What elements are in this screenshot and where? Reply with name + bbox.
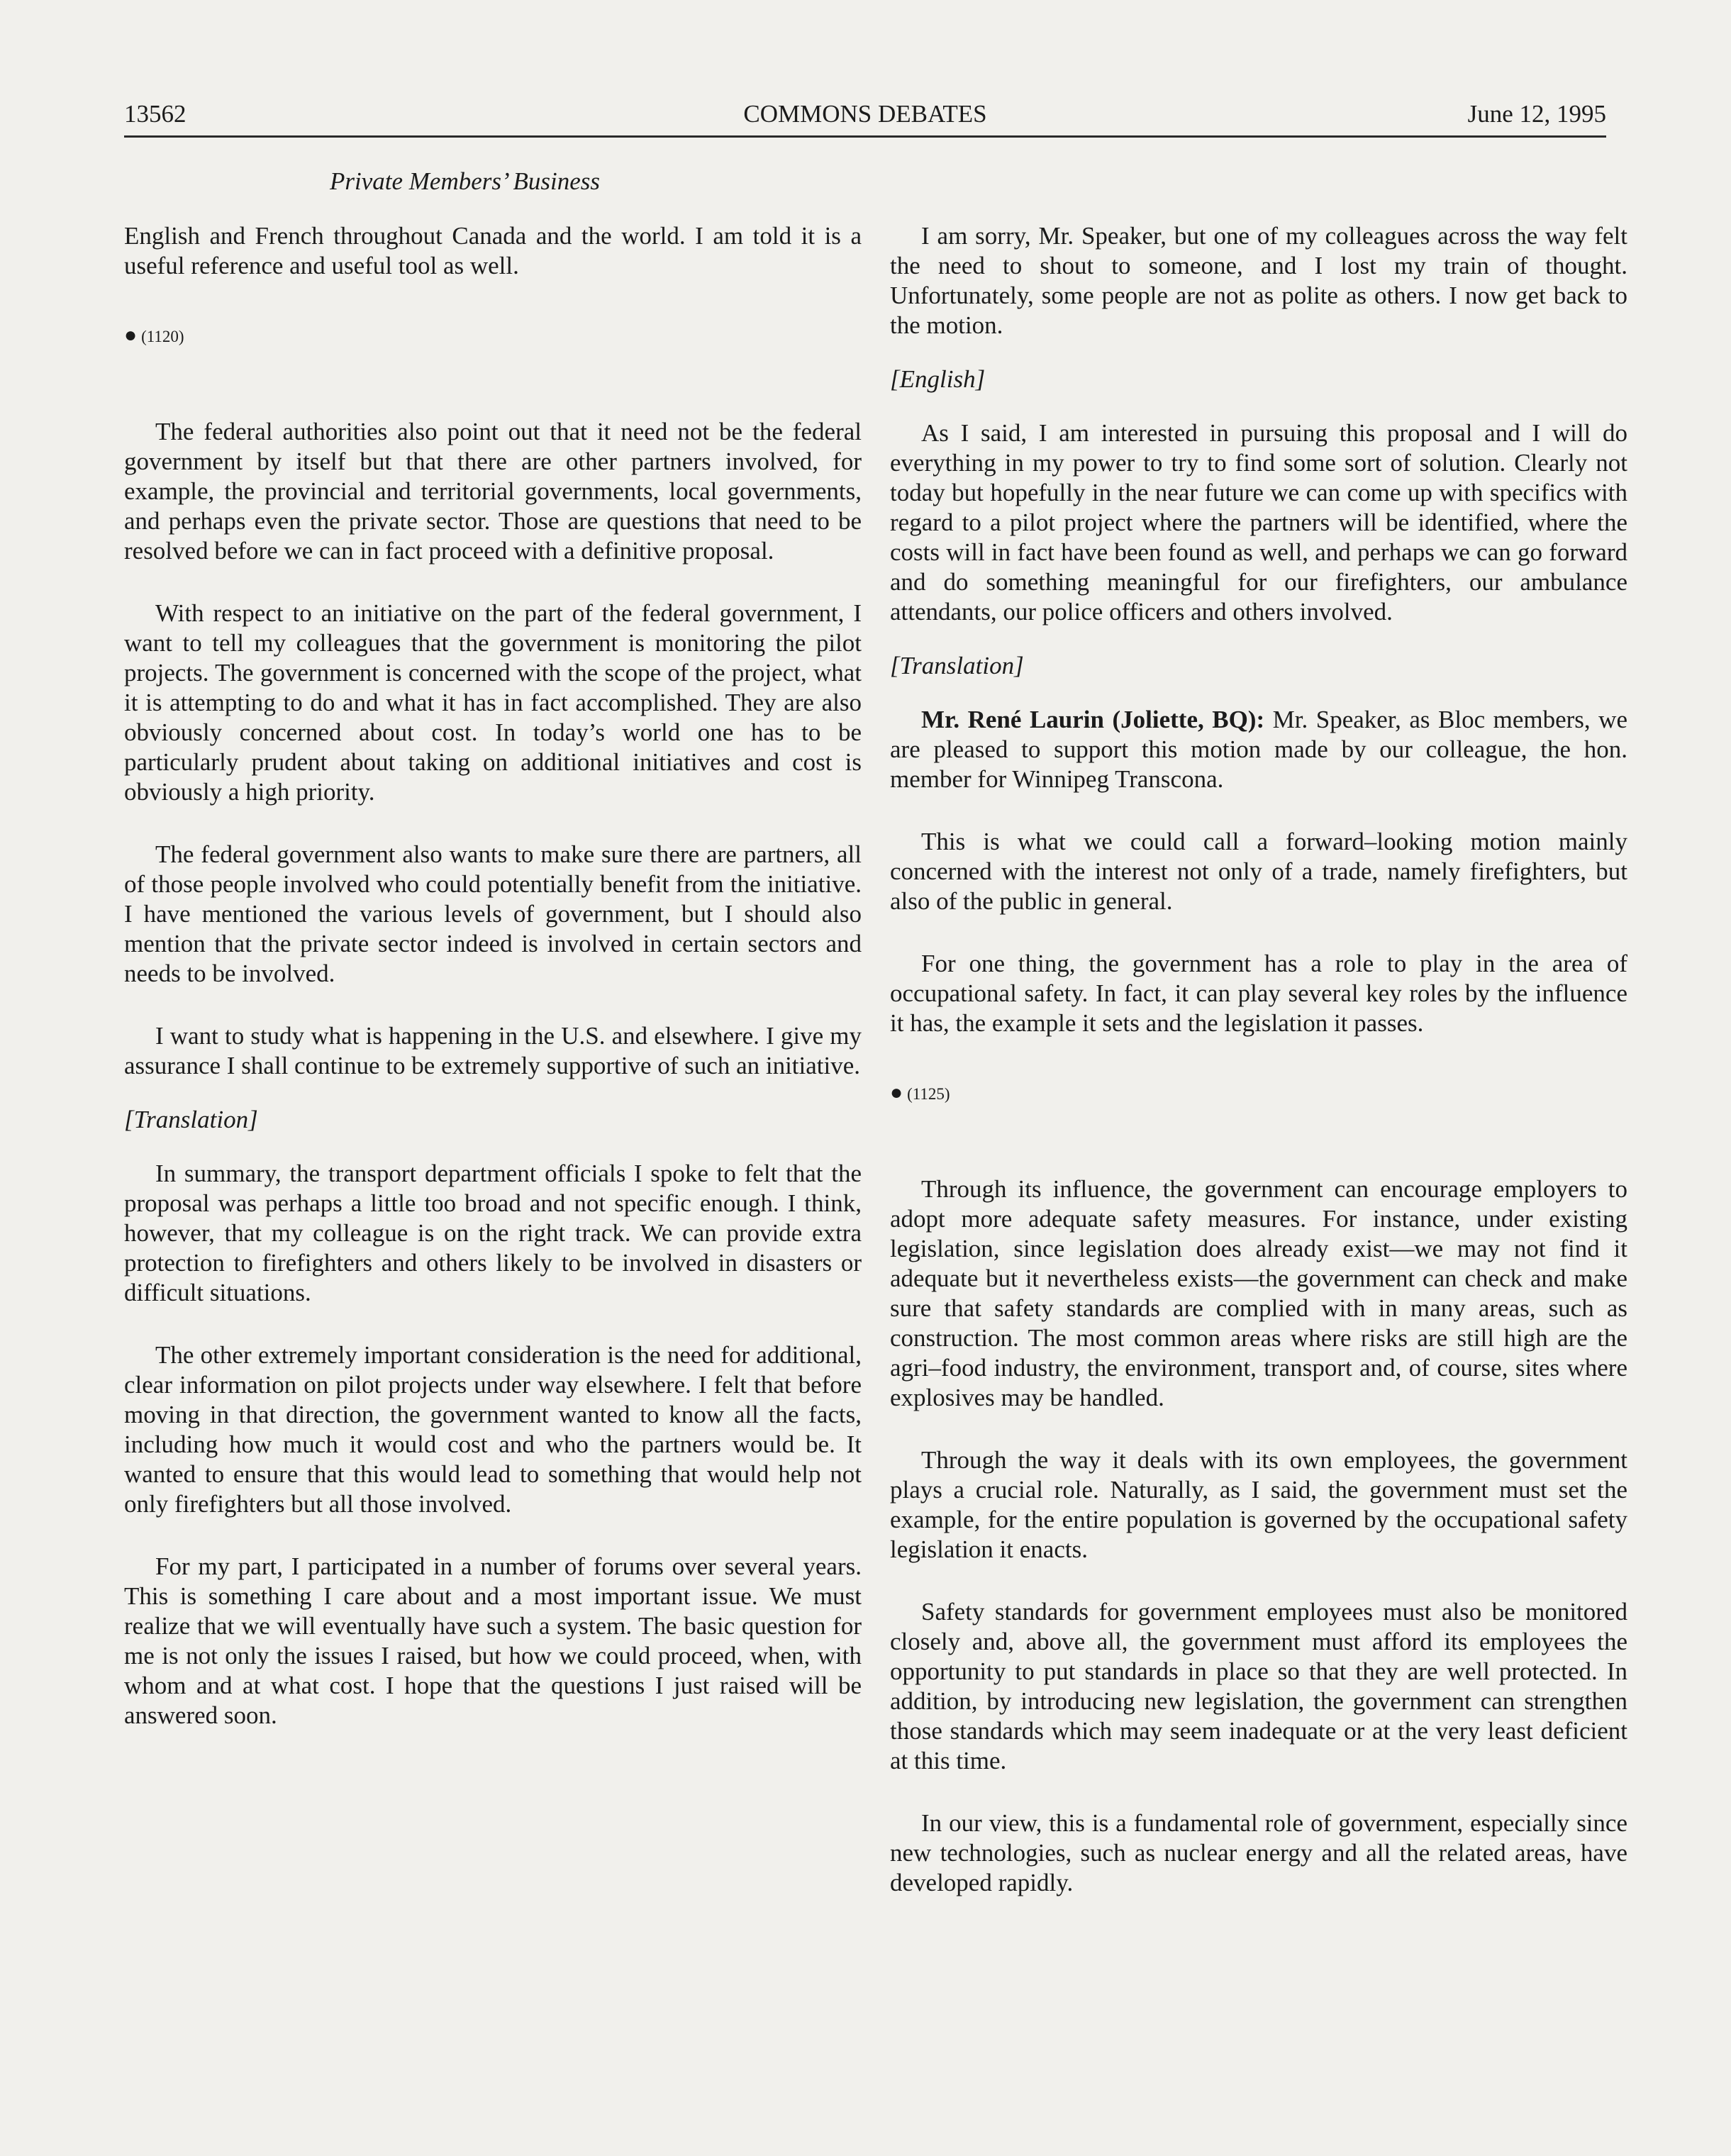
paragraph: I want to study what is happening in the U.S. and elsewhere. I give my assurance I shall continue to be extremely supportive of such an initiative. [124, 1022, 862, 1079]
right-column [890, 221, 1627, 1898]
paragraph: The federal authorities also point out that it need not be the federal government by itself but that there are other partners involved, for example, the provincial and territorial governments, local governments, and perhaps even the private sector. Those are questions that need to be resolved before we can in fact proceed with a definitive proposal. [124, 418, 862, 565]
speaker-name: Mr. René Laurin (Joliette, BQ): [921, 706, 1265, 733]
publication-date: June 12, 1995 [1467, 100, 1606, 128]
paragraph: In our view, this is a fundamental role of government, especially since new technologies, such as nuclear energy and all the related areas, have developed rapidly. [890, 1809, 1627, 1896]
speech-text: Mr. Speaker, as Bloc members, we are pleased to support this motion made by our colleague, the hon. member for Winnipeg Transcona. [890, 706, 1627, 793]
section-title: Private Members’ Business [330, 167, 601, 195]
timestamp: ● (1125) [890, 1081, 950, 1104]
paragraph: Through the way it deals with its own employees, the government plays a crucial role. Naturally, as I said, the government must set the example, for the entire population is governed by the occupational safety legislation it enacts. [890, 1446, 1627, 1563]
paragraph: In summary, the transport department officials I spoke to felt that the proposal was perhaps a little too broad and not specific enough. I think, however, that my colleague is on the right track. We can provide extra protection to firefighters and others likely to be involved in disasters or difficult situations. [124, 1160, 862, 1306]
paragraph: The federal government also wants to make sure there are partners, all of those people involved who could potentially benefit from the initiative. I have mentioned the various levels of government, but I should also mention that the private sector indeed is involved in certain sectors and needs to be involved. [124, 840, 862, 987]
left-column [124, 221, 862, 1730]
paragraph: For one thing, the government has a role to play in the area of occupational safety. In fact, it can play several key roles by the influence it has, the example it sets and the legislation it passes. [890, 950, 1627, 1037]
paragraph: Safety standards for government employees must also be monitored closely and, above all, the government must afford its employees the opportunity to put standards in place so that they are well protected. In addition, by introducing new legislation, the government can strengthen those standards which may seem inadequate or at the very least deficient at this time. [890, 1598, 1627, 1774]
page-number: 13562 [124, 100, 187, 128]
timestamp: ● (1120) [124, 323, 184, 347]
paragraph: The other extremely important consideration is the need for additional, clear information on pilot projects under way elsewhere. I felt that before moving in that direction, the government wanted to know all the facts, including how much it would cost and who the partners would be. It wanted to ensure that this would lead to something that would help not only firefighters but all those involved. [124, 1341, 862, 1518]
paragraph: I am sorry, Mr. Speaker, but one of my colleagues across the way felt the need to shout to someone, and I lost my train of thought. Unfortunately, some people are not as polite as others. I now get back to the motion. [890, 222, 1627, 339]
paragraph: As I said, I am interested in pursuing this proposal and I will do everything in my power to try to find some sort of solution. Clearly not today but hopefully in the near future we can come up with specifics with regard to a pilot project where the partners will be identified, where the costs will in fact have been found as well, and perhaps we can go forward and do something meaningful for our firefighters, our ambulance attendants, our police officers and others involved. [890, 419, 1627, 626]
translation-tag: [Translation] [890, 652, 1024, 679]
paragraph: For my part, I participated in a number of forums over several years. This is something I care about and a most important issue. We must realize that we will eventually have such a system. The basic question for me is not only the issues I raised, but how we could proceed, when, with whom and at what cost. I hope that the questions I just raised will be answered soon. [124, 1552, 862, 1729]
paragraph: English and French throughout Canada and the world. I am told it is a useful reference and useful tool as well. [124, 222, 862, 279]
paragraph: With respect to an initiative on the part of the federal government, I want to tell my colleagues that the government is monitoring the pilot projects. The government is concerned with the scope of the project, what it is attempting to do and what it has in fact accomplished. They are also obviously concerned about cost. In today’s world one has to be particularly prudent about taking on additional initiatives and cost is obviously a high priority. [124, 599, 862, 806]
translation-tag: [Translation] [124, 1106, 258, 1133]
publication-title: COMMONS DEBATES [743, 100, 987, 128]
paragraph: This is what we could call a forward–looking motion mainly concerned with the interest not only of a trade, namely firefighters, but also of the public in general. [890, 828, 1627, 915]
speaker-paragraph [890, 705, 1627, 794]
paragraph: Through its influence, the government can encourage employers to adopt more adequate safety measures. For instance, under existing legislation, since legislation does already exist—we may not find it adequate but it nevertheless exists—the government can check and make sure that safety standards are complied with in many areas, such as construction. The most common areas where risks are still high are the agri–food industry, the environment, transport and, of course, sites where explosives may be handled. [890, 1175, 1627, 1411]
english-tag: [English] [890, 365, 986, 393]
page-header [124, 96, 1606, 138]
bullet-icon: ● [124, 323, 138, 347]
bullet-icon: ● [890, 1081, 903, 1104]
